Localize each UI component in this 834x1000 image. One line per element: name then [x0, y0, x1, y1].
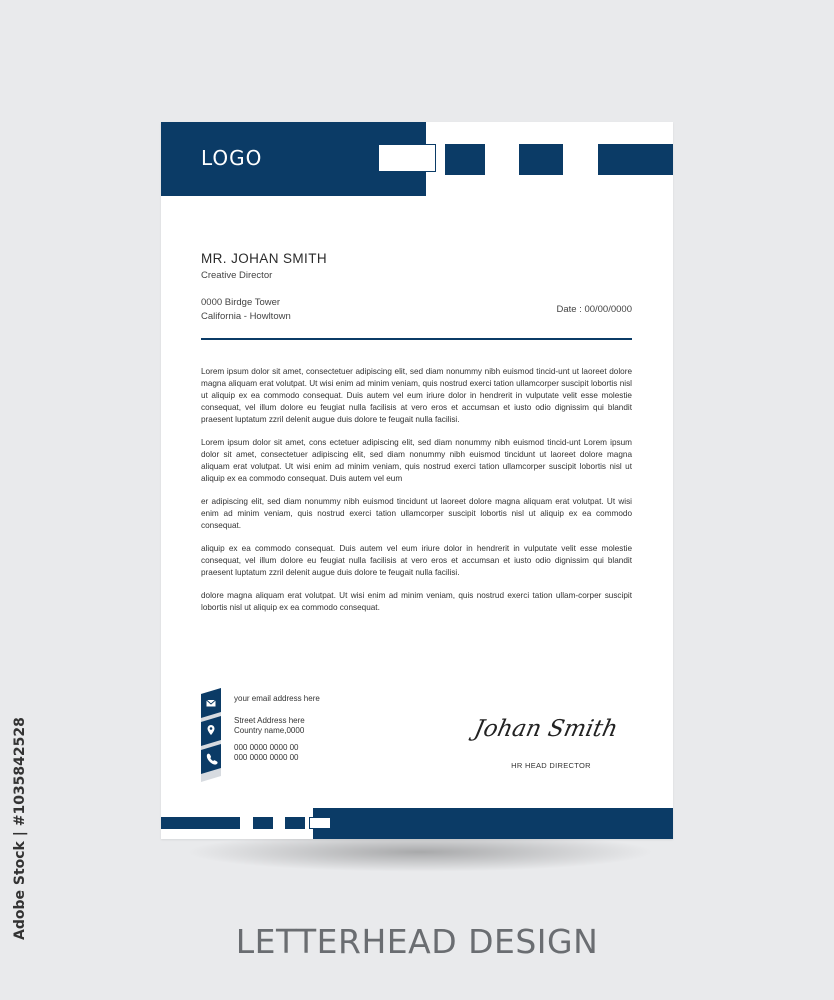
sender-name: MR. JOHAN SMITH	[201, 251, 327, 266]
signature-title: HR HEAD DIRECTOR	[511, 761, 591, 770]
footer-outline-block	[309, 817, 331, 829]
contact-street: Street Address here	[234, 716, 305, 725]
design-caption: LETTERHEAD DESIGN	[235, 922, 599, 961]
header-block-1	[445, 144, 485, 175]
sender-title: Creative Director	[201, 270, 273, 281]
footer-block-3	[285, 817, 305, 829]
mail-icon	[207, 700, 216, 707]
body-paragraph: Lorem ipsum dolor sit amet, cons ectetuer adipiscing elit, sed diam nonummy nibh euismod tincid-unt Lorem ipsum dolor sit amet, consectetuer adipiscing elit, sed diam nonummy nibh euismod tincidunt ut laoreet dolore magna aliquam erat volutpat. Ut wisi enim ad minim veniam, quis nostrud exerci tation ullamcorper suscipit lobortis nisl ut aliquip ex ea commodo consequat. Duis autem vel eum	[201, 438, 632, 483]
letterhead-page	[161, 122, 673, 839]
footer-bar	[313, 808, 673, 839]
contact-phone-1: 000 0000 0000 00	[234, 743, 299, 752]
body-paragraph: er adipiscing elit, sed diam nonummy nibh euismod tincidunt ut laoreet dolore magna aliquam erat volutpat. Ut wisi enim ad minim veniam, quis nostrud exerci tation ullamcorper suscipit lobortis nisl ut aliquip ex ea commodo consequat.	[201, 497, 632, 530]
sender-address-line2: California - Howltown	[201, 311, 291, 322]
body-paragraph: aliquip ex ea commodo consequat. Duis autem vel eum iriure dolor in hendrerit in vulputate velit esse molestie consequat, vel illum dolore eu feugiat nulla facilisis at vero eros et accumsan et iusto odio dignissim qui blandit praesent luptatum zzril delenit augue duis dolore te feugait nulla facilisi.	[201, 544, 632, 577]
contact-country: Country name,0000	[234, 726, 305, 735]
signature: Johan Smith	[471, 716, 621, 742]
header-block-2	[519, 144, 563, 175]
sender-address-line1: 0000 Birdge Tower	[201, 297, 281, 308]
header-block-3	[598, 144, 673, 175]
footer-block-2	[253, 817, 273, 829]
logo-text: LOGO	[201, 146, 263, 170]
contact-email: your email address here	[234, 694, 320, 703]
contact-icon-strip	[201, 688, 221, 782]
letter-date: Date : 00/00/0000	[556, 304, 632, 315]
stock-watermark-id: Adobe Stock | #1035842528	[12, 717, 28, 940]
header-outline-block	[378, 144, 436, 172]
body-paragraph: dolore magna aliquam erat volutpat. Ut wisi enim ad minim veniam, quis nostrud exerci tation ullam-corper suscipit lobortis nisl ut aliquip ex ea commodo consequat.	[201, 591, 632, 612]
letter-body	[201, 366, 632, 625]
contact-phone-2: 000 0000 0000 00	[234, 753, 299, 762]
footer-block-1	[161, 817, 240, 829]
body-paragraph: Lorem ipsum dolor sit amet, consectetuer adipiscing elit, sed diam nonummy nibh euismod tincid-unt ut laoreet dolore magna aliquam erat volutpat. Ut wisi enim ad minim veniam, quis nostrud exerci tation ullamcorper suscipit lobortis nisl ut aliquip ex ea commodo consequat. Duis autem vel eum iriure dolor in hendrerit in vulputate velit esse molestie consequat, vel illum dolore eu feugiat nulla facilisis at vero eros et accumsan et iusto odio dignissim qui blandit praesent luptatum zzril delenit augue duis dolore te feugait nulla facilisi.	[201, 367, 632, 424]
header-divider	[201, 338, 632, 340]
